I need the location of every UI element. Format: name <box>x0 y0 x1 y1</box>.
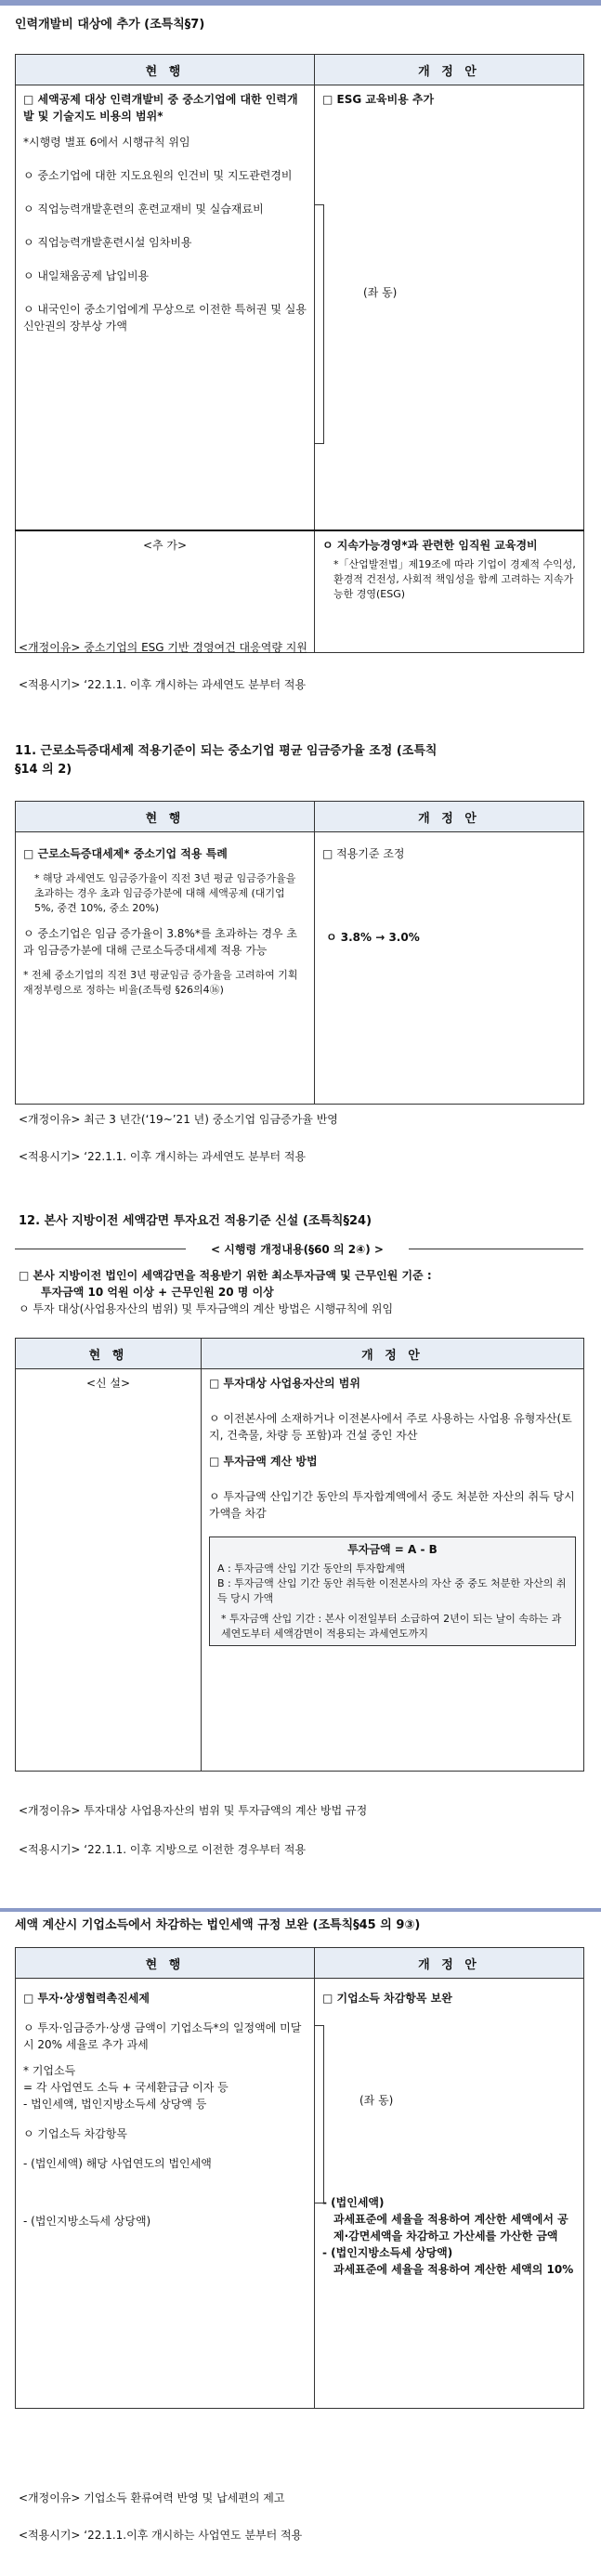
effective-date: <적용시기> ‘22.1.1. 이후 개시하는 과세연도 분부터 적용 <box>19 1150 307 1163</box>
decree-label: < 시행령 개정내용(§60 의 2④) > <box>186 1241 409 1258</box>
column-header-current: 현 행 <box>16 802 315 832</box>
current-heading: □ 근로소득증대세제* 중소기업 적용 특례 <box>23 847 228 860</box>
addition-note: *「산업발전법」제19조에 따라 기업이 경제적 수익성, 환경적 건전성, 사회적 책임성을 함께 고려하는 지속가능한 경영(ESG) <box>333 558 576 600</box>
proposed-item-detail: 과세표준에 세율을 적용하여 계산한 세액의 10% <box>333 2263 574 2276</box>
current-note: * 기업소득 <box>23 2064 76 2077</box>
current-note: * 해당 과세연도 임금증가율이 직전 3년 평균 임금증가율을 초과하는 경우 초과 임금증가분에 대해 세액공제 (대기업 5%, 중견 10%, 중소 20%) <box>34 872 296 914</box>
section-title: 세액 계산시 기업소득에서 차감하는 법인세액 규정 보완 (조특칙§45 의 9③) <box>15 1918 421 1932</box>
decree-text: □ 본사 지방이전 법인이 세액감면을 적용받기 위한 최소투자금액 및 근무인원 기준 : <box>19 1269 432 1282</box>
current-cell <box>16 1979 315 2409</box>
revision-reason: <개정이유> 최근 3 년간(‘19~’21 년) 중소기업 임금증가율 반영 <box>19 1113 338 1126</box>
comparison-table <box>15 54 584 653</box>
proposed-heading: □ ESG 교육비용 추가 <box>322 93 435 106</box>
new-provision-label: <신 설> <box>16 1369 202 1772</box>
current-note: * 전체 중소기업의 직전 3년 평균임금 증가율을 고려하여 기획재정부령으로 정하는 비율(조특령 §26의4⑯) <box>23 969 298 996</box>
proposed-heading: □ 투자대상 사업용자산의 범위 <box>209 1377 360 1390</box>
decree-text: 투자금액 10 억원 이상 + 근무인원 20 명 이상 <box>41 1286 274 1299</box>
section-title-cont: §14 의 2) <box>15 763 72 777</box>
formula: 투자금액 = A - B <box>347 1543 438 1556</box>
comparison-table <box>15 801 584 1105</box>
proposed-item: ㅇ 투자금액 산입기간 동안의 투자합계액에서 중도 처분한 자산의 취득 당시 가액을 차감 <box>209 1490 575 1520</box>
formula-note: * 투자금액 산입 기간 : 본사 이전일부터 소급하여 2년이 되는 날이 속하는 과세연도부터 세액감면이 적용되는 과세연도까지 <box>221 1613 562 1640</box>
effective-date: <적용시기> ‘22.1.1. 이후 개시하는 과세연도 분부터 적용 <box>19 678 307 691</box>
current-item: ㅇ 중소기업에 대한 지도요원의 인건비 및 지도관련경비 <box>23 169 293 182</box>
current-cell <box>16 832 315 1105</box>
bracket-line <box>314 2025 324 2203</box>
proposed-cell <box>202 1369 584 1772</box>
column-header-current: 현 행 <box>16 1339 202 1369</box>
current-note: - 법인세액, 법인지방소득세 상당액 등 <box>23 2098 207 2111</box>
proposed-cell <box>315 85 584 531</box>
column-header-proposed: 개 정 안 <box>315 802 584 832</box>
effective-date: <적용시기> ‘22.1.1. 이후 지방으로 이전한 경우부터 적용 <box>19 1843 307 1856</box>
bracket-line <box>314 204 324 444</box>
top-accent-bar <box>0 0 601 6</box>
current-item: - (법인지방소득세 상당액) <box>23 2215 151 2228</box>
section-accent-bar <box>0 1908 601 1912</box>
revision-reason: <개정이유> 중소기업의 ESG 기반 경영여건 대응역량 지원 <box>19 641 307 654</box>
current-note: *시행령 별표 6에서 시행규칙 위임 <box>23 136 190 149</box>
current-item: ㅇ 직업능력개발훈련시설 임차비용 <box>23 236 192 249</box>
proposed-heading: □ 적용기준 조정 <box>322 847 405 860</box>
current-item: - (법인세액) 해당 사업연도의 법인세액 <box>23 2157 212 2170</box>
current-item: ㅇ 기업소득 차감항목 <box>23 2127 127 2140</box>
proposed-cell <box>315 1979 584 2409</box>
effective-date: <적용시기> ‘22.1.1.이후 개시하는 사업연도 분부터 적용 <box>19 2529 303 2542</box>
current-item: ㅇ 직업능력개발훈련의 훈련교재비 및 실습재료비 <box>23 203 264 216</box>
formula-b: B : 투자금액 산입 기간 동안 취득한 이전본사의 자산 중 중도 처분한 자산의 취득 당시 가액 <box>217 1577 567 1604</box>
current-item: ㅇ 내국인이 중소기업에게 무상으로 이전한 특허권 및 실용신안권의 장부상 가액 <box>23 303 307 333</box>
same-as-left: (좌 동) <box>363 286 398 299</box>
proposed-item: - (법인지방소득세 상당액) <box>322 2246 453 2259</box>
column-header-current: 현 행 <box>16 1948 315 1979</box>
current-note: = 각 사업연도 소득 + 국세환급금 이자 등 <box>23 2081 229 2094</box>
current-item: ㅇ 중소기업은 임금 증가율이 3.8%*를 초과하는 경우 초과 임금증가분에 대해 근로소득증대세제 적용 가능 <box>23 927 298 957</box>
current-item: ㅇ 투자·임금증가·상생 금액이 기업소득*의 일정액에 미달 시 20% 세율로 추가 과세 <box>23 2021 302 2051</box>
current-heading: □ 세액공제 대상 인력개발비 중 중소기업에 대한 인력개발 및 기술지도 비용의 범위* <box>23 93 298 123</box>
addition-item: ㅇ 지속가능경영*과 관련한 임직원 교육경비 <box>322 539 538 552</box>
current-item: ㅇ 내일채움공제 납입비용 <box>23 269 150 282</box>
same-as-left: (좌 동) <box>359 2094 394 2107</box>
decree-text: ㅇ 투자 대상(사업용자산의 범위) 및 투자금액의 계산 방법은 시행규칙에 위임 <box>19 1302 394 1315</box>
column-header-proposed: 개 정 안 <box>315 55 584 85</box>
column-header-current: 현 행 <box>16 55 315 85</box>
column-header-proposed: 개 정 안 <box>315 1948 584 1979</box>
revision-reason: <개정이유> 투자대상 사업용자산의 범위 및 투자금액의 계산 방법 규정 <box>19 1804 368 1817</box>
current-heading: □ 투자·상생협력촉진세제 <box>23 1992 150 2005</box>
formula-box <box>209 1536 576 1646</box>
section-title: 인력개발비 대상에 추가 (조특칙§7) <box>15 18 205 32</box>
comparison-table <box>15 1338 584 1772</box>
proposed-heading: □ 투자금액 계산 방법 <box>209 1455 318 1468</box>
column-header-proposed: 개 정 안 <box>202 1339 584 1369</box>
section-title: 12. 본사 지방이전 세액감면 투자요건 적용기준 신설 (조특칙§24) <box>19 1214 372 1228</box>
proposed-item: - (법인세액) <box>322 2196 385 2209</box>
formula-a: A : 투자금액 산입 기간 동안의 투자합계액 <box>217 1563 406 1575</box>
comparison-table <box>15 1947 584 2409</box>
proposed-cell <box>315 832 584 1105</box>
revision-reason: <개정이유> 기업소득 환류여력 반영 및 납세편의 제고 <box>19 2491 285 2504</box>
addition-label: <추 가> <box>16 530 315 653</box>
proposed-item: ㅇ 3.8% → 3.0% <box>326 931 420 944</box>
proposed-item-detail: 과세표준에 세율을 적용하여 계산한 세액에서 공제·감면세액을 차감하고 가산세를 가산한 금액 <box>333 2213 568 2243</box>
addition-cell <box>315 530 584 653</box>
proposed-item: ㅇ 이전본사에 소재하거나 이전본사에서 주로 사용하는 사업용 유형자산(토지, 건축물, 차량 등 포함)과 건설 중인 자산 <box>209 1412 572 1442</box>
proposed-heading: □ 기업소득 차감항목 보완 <box>322 1992 452 2005</box>
current-cell <box>16 85 315 531</box>
section-title: 11. 근로소득증대세제 적용기준이 되는 중소기업 평균 임금증가율 조정 (조특칙 <box>15 744 438 758</box>
